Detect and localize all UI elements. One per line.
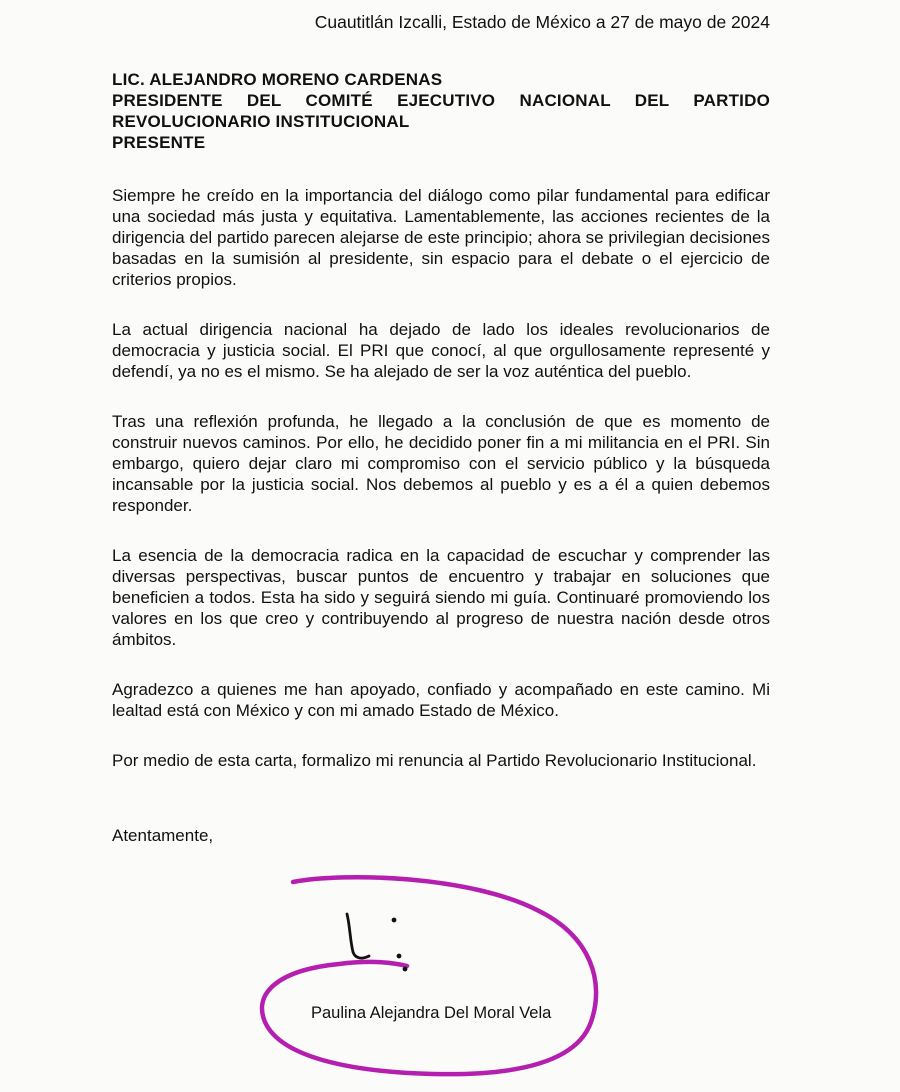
handwritten-signature — [255, 870, 615, 1080]
signature-loop — [262, 877, 596, 1074]
body-paragraph-6: Por medio de esta carta, formalizo mi renuncia al Partido Revolucionario Institucional. — [112, 751, 757, 770]
recipient-salutation: PRESENTE — [112, 133, 206, 152]
body-paragraph-5: Agradezco a quienes me han apoyado, confiado y acompañado en este camino. Mi lealtad está con México y con mi amado Estado de México. — [112, 680, 770, 720]
recipient-name: LIC. ALEJANDRO MORENO CARDENAS — [112, 70, 443, 89]
place-date: Cuautitlán Izcalli, Estado de México a 27 de mayo de 2024 — [314, 12, 770, 32]
recipient-title-line-2: REVOLUCIONARIO INSTITUCIONAL — [112, 112, 410, 131]
signature-block — [255, 870, 615, 1080]
body-paragraph-2: La actual dirigencia nacional ha dejado de lado los ideales revolucionarios de democracia y justicia social. El PRI que conocí, al que orgullosamente representé y defendí, ya no es el mismo. Se ha alejado de ser la voz auténtica del pueblo. — [112, 320, 770, 381]
body-paragraph-4: La esencia de la democracia radica en la capacidad de escuchar y comprender las diversas perspectivas, buscar puntos de encuentro y trabajar en soluciones que beneficien a todos. Esta ha sido y seguirá siendo mi guía. Continuaré promoviendo los valores en los que creo y contribuyendo al progreso de nuestra nación desde otros ámbitos. — [112, 546, 770, 649]
recipient-title-line-1: PRESIDENTE DEL COMITÉ EJECUTIVO NACIONAL DEL PARTIDO — [112, 91, 770, 110]
closing: Atentamente, — [112, 826, 214, 845]
recipient-block — [112, 69, 770, 153]
signer-name: Paulina Alejandra Del Moral Vela — [311, 1004, 552, 1022]
signature-dot-3 — [403, 967, 408, 972]
body-paragraph-1: Siempre he creído en la importancia del diálogo como pilar fundamental para edificar una sociedad más justa y equitativa. Lamentablemente, las acciones recientes de la dirigencia del partido parecen alejarse de este principio; ahora se privilegian decisiones basadas en la sumisión al presidente, sin espacio para el debate o el ejercicio de criterios propios. — [112, 186, 770, 289]
signature-stroke — [347, 914, 369, 958]
body-paragraph-3: Tras una reflexión profunda, he llegado a la conclusión de que es momento de construir nuevos caminos. Por ello, he decidido poner fin a mi militancia en el PRI. Sin embargo, quiero dejar claro mi compromiso con el servicio público y la búsqueda incansable por la justicia social. Nos debemos al pueblo y es a él a quien debemos responder. — [112, 412, 770, 515]
letter-body — [112, 185, 770, 800]
signature-dot-2 — [397, 954, 402, 959]
signature-dot-1 — [392, 918, 397, 923]
